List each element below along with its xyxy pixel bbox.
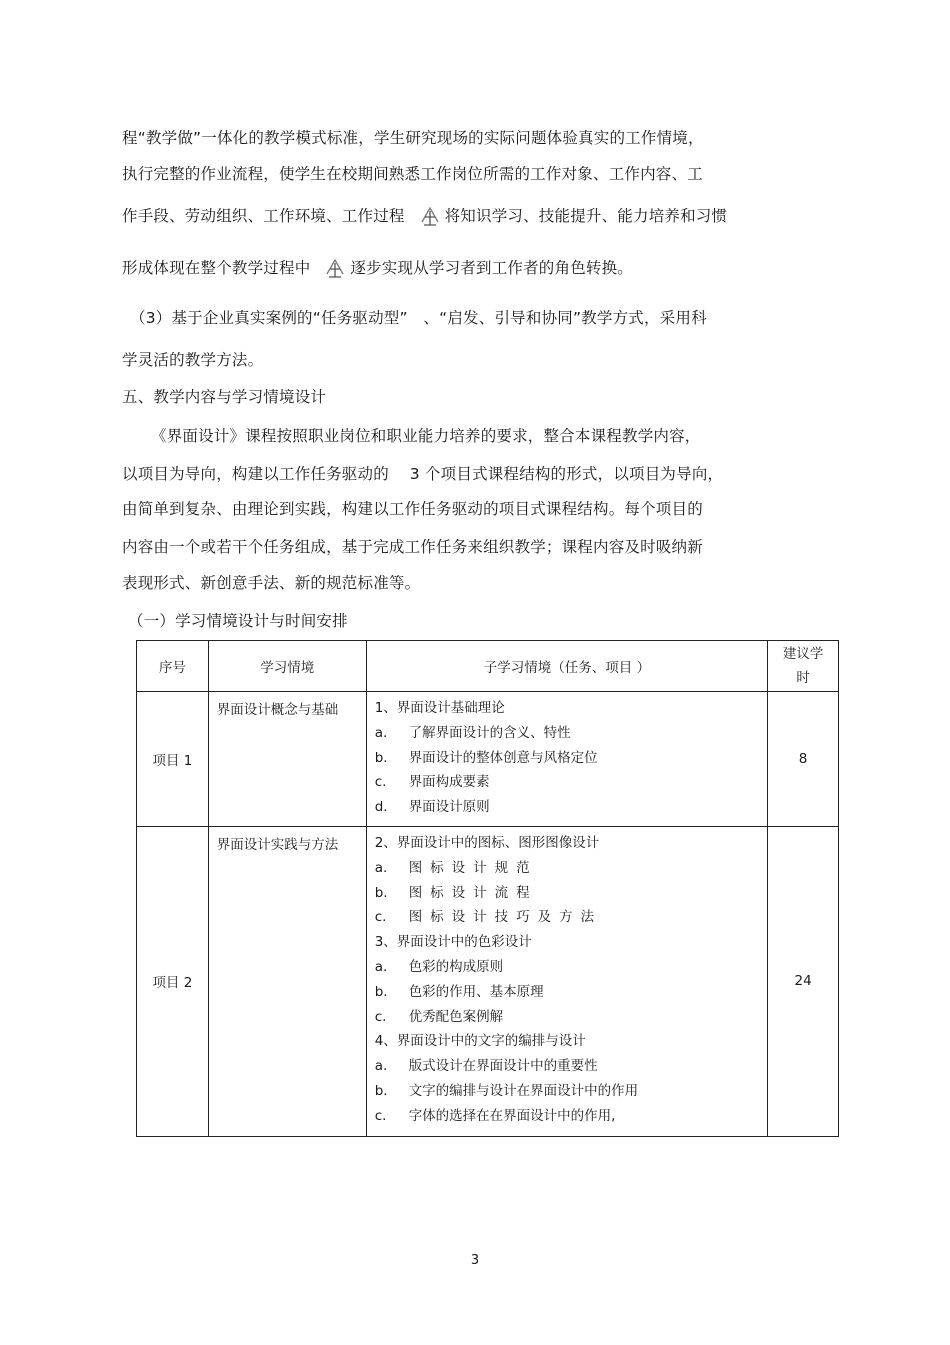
learning-context: 界面设计实践与方法 [208,826,366,1136]
paragraph-segment: 将知识学习、技能提升、能力培养和习惯 [444,207,728,225]
paragraph-segment: 作手段、劳动组织、工作环境、工作过程 [122,207,405,225]
item-text: 了解界面设计的含义、特性 [408,724,571,741]
item-marker: b. [374,1082,388,1099]
sub-context-item [375,980,767,1005]
sub-context-item [375,696,767,721]
insertion-mark-icon [419,205,441,225]
sub-context-item [375,1104,767,1129]
header-no: 序号 [137,641,209,692]
paragraph-line: 内容由一个或若干个任务组成，基于完成工作任务来组织教学；课程内容及时吸纳新 [122,538,703,556]
item-marker: b. [374,749,388,766]
paragraph-line [122,204,727,226]
project-number: 项目 1 [137,692,209,827]
sub-context-item [375,746,767,771]
item-text: 界面设计原则 [408,799,490,816]
item-marker: b. [374,983,388,1000]
paragraph-line: （3）基于企业真实案例的“任务驱动型” 、“启发、引导和协同”教学方式，采用科 [130,309,707,327]
paragraph-line: 表现形式、新创意手法、新的规范标准等。 [122,574,421,592]
insertion-mark-icon [324,257,346,277]
item-marker: c. [374,1107,387,1124]
item-text: 2、界面设计中的图标、图形图像设计 [374,834,600,851]
paragraph-line: 执行完整的作业流程，使学生在校期间熟悉工作岗位所需的工作对象、工作内容、工 [122,165,703,183]
item-text: 文字的编排与设计在界面设计中的作用 [408,1082,639,1099]
item-text: 图标设计规范 [408,859,538,876]
paragraph-line: 学灵活的教学方法。 [122,351,264,369]
item-marker: c. [374,774,387,791]
item-marker: b. [374,884,388,901]
sub-context-list [366,692,767,827]
paragraph-segment: 逐步实现从学习者到工作者的角色转换。 [350,259,634,277]
paragraph-line: 《界面设计》课程按照职业岗位和职业能力培养的要求，整合本课程教学内容， [151,427,701,445]
paragraph-line [122,256,633,278]
item-marker: a. [374,958,388,975]
project-number: 项目 2 [137,826,209,1136]
paragraph-line: 程“教学做”一体化的教学模式标准，学生研究现场的实际问题体验真实的工作情境， [122,129,704,147]
hours-value: 24 [768,826,839,1136]
paragraph-segment: 形成体现在整个教学过程中 [122,259,311,277]
item-text: 版式设计在界面设计中的重要性 [408,1058,598,1075]
table-header-row [137,641,839,692]
header-sub-context: 子学习情境（任务、项目 ） [366,641,767,692]
paragraph-line: 以项目为导向，构建以工作任务驱动的 3 个项目式课程结构的形式，以项目为导向， [122,465,724,483]
sub-context-item [375,905,767,930]
table-row [137,826,839,1136]
sub-context-item [375,930,767,955]
sub-context-item [375,1029,767,1054]
sub-context-item [375,831,767,856]
subsection-title: （一）学习情境设计与时间安排 [128,612,348,630]
sub-context-item [375,1054,767,1079]
item-marker: a. [374,724,388,741]
header-hours-line: 建议学 [782,646,824,662]
item-text: 字体的选择在在界面设计中的作用, [408,1107,616,1124]
item-text: 色彩的构成原则 [408,958,504,975]
paragraph-line: 由简单到复杂、由理论到实践，构建以工作任务驱动的项目式课程结构。每个项目的 [122,500,703,518]
item-marker: c. [374,1008,387,1025]
hours-value: 8 [768,692,839,827]
header-hours-line: 时 [796,670,810,686]
schedule-table [136,640,839,1137]
item-marker: a. [374,1058,388,1075]
section-title: 五、教学内容与学习情境设计 [122,388,327,406]
item-text: 图标设计流程 [408,884,538,901]
sub-context-list [366,826,767,1136]
sub-context-item [375,1005,767,1030]
item-text: 优秀配色案例解 [408,1008,504,1025]
item-text: 4、界面设计中的文字的编排与设计 [374,1033,586,1050]
sub-context-item [375,955,767,980]
learning-context: 界面设计概念与基础 [208,692,366,827]
header-hours [768,641,839,692]
sub-context-item [375,721,767,746]
item-marker: a. [374,859,388,876]
item-text: 3、界面设计中的色彩设计 [374,934,532,951]
table-row [137,692,839,827]
sub-context-item [375,795,767,820]
item-marker: c. [374,909,387,926]
item-text: 1、界面设计基础理论 [374,700,505,716]
sub-context-item [375,1079,767,1104]
item-marker: d. [374,799,388,816]
item-text: 色彩的作用、基本原理 [408,983,544,1000]
header-context: 学习情境 [208,641,366,692]
sub-context-item [375,770,767,795]
item-text: 界面构成要素 [408,774,490,791]
sub-context-item [375,856,767,881]
item-text: 界面设计的整体创意与风格定位 [408,749,598,766]
sub-context-item [375,881,767,906]
item-text: 图标设计技巧及方法 [408,909,603,926]
page-number: 3 [470,1253,480,1268]
